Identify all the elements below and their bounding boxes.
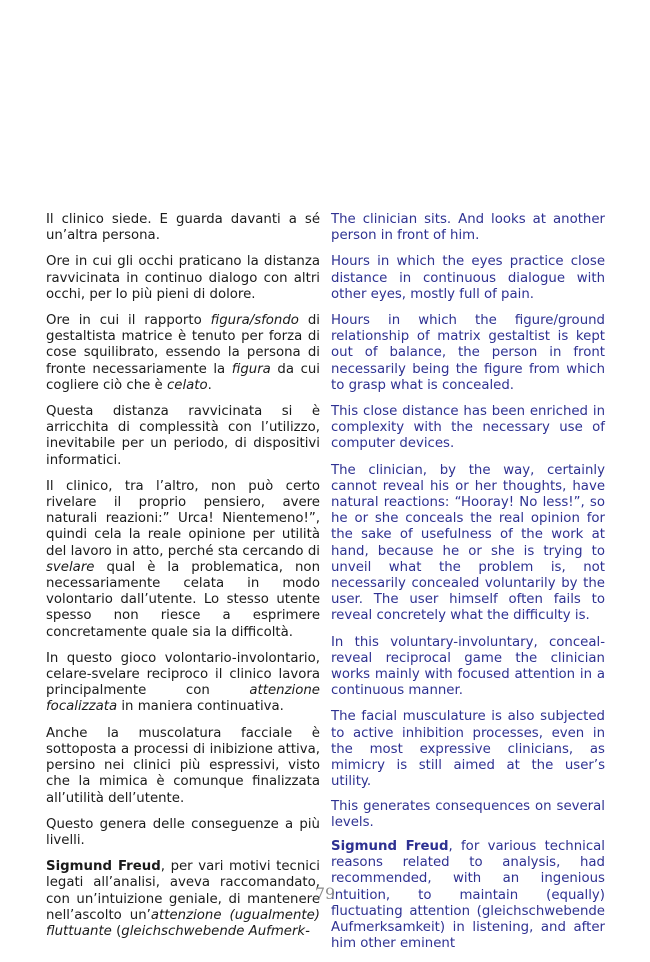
it-p9-text-d: ( (111, 923, 122, 939)
en-paragraph-5 (331, 463, 605, 625)
it-p6-text-c: in maniera continuativa. (117, 699, 284, 715)
it-p1-text: Il clinico siede. E guarda davanti a sé un’altra persona. (46, 212, 320, 244)
it-paragraph-4 (46, 404, 320, 469)
it-p3-text-c: di gestaltista matrice è tenuto per forza di cose squilibrato, essendo la persona di fronte necessariamente la (46, 313, 320, 377)
it-p9-italic-german: gleichschwebende Aufmerk- (121, 923, 310, 939)
it-p3-text-a: Ore in cui il rapporto (46, 313, 211, 329)
en-paragraph-2 (331, 254, 605, 303)
page-number: 79 (314, 884, 336, 903)
it-p3-italic-figura: figura (231, 361, 271, 377)
en-paragraph-4 (331, 404, 605, 453)
it-p2-text: Ore in cui gli occhi praticano la distanza ravvicinata in continuo dialogo con altri occhi, per lo più pieni di dolore. (46, 254, 320, 302)
en-p6-text: In this voluntary-involuntary, conceal-reveal reciprocal game the clinician works mainly with focused attention in a continuous manner. (331, 634, 605, 699)
it-p9-bold-freud: Sigmund Freud (46, 859, 161, 875)
it-p4-text: Questa distanza ravvicinata si è arricchita di complessità con l’utilizzo, inevitabile per un periodo, di dispositivi informatici. (46, 404, 320, 468)
it-p5-text-c: qual è la problematica, non necessariamente celata in modo volontario dall’utente. Lo stesso utente spesso non riesce a esprimere concretamente quale sia la difficoltà. (46, 559, 320, 640)
it-p3-italic-figura-sfondo: figura/sfondo (210, 313, 299, 329)
en-p7-text: The facial musculature is also subjected to active inhibition processes, even in the most expressive clinicians, as mimicry is still aimed at the user’s utility. (331, 709, 605, 790)
it-p7-text: Anche la muscolatura facciale è sottoposta a processi di inibizione attiva, persino nei clinici più espressivi, visto che la mimica è comunque finalizzata all’utilità dell’utente. (46, 725, 320, 806)
it-p5-italic-svelare: svelare (46, 559, 95, 575)
en-paragraph-7 (331, 709, 605, 790)
en-p3-text: Hours in which the figure/ground relationship of matrix gestaltist is kept out of balance, the person in front necessarily being the figure from which to grasp what is concealed. (331, 313, 605, 393)
it-paragraph-3 (46, 313, 320, 394)
it-p3-text-g: . (207, 377, 212, 393)
it-p9-text-b: , per vari motivi tecnici legati all’analisi, aveva raccomandato, con un’intuizione geniale, di mantenere nell’ascolto un’ (46, 859, 320, 923)
en-p2-text: Hours in which the eyes practice close distance in continuous dialogue with other eyes, mostly full of pain. (331, 254, 605, 302)
en-paragraph-1 (331, 212, 605, 244)
it-paragraph-5 (46, 479, 320, 641)
it-paragraph-2 (46, 254, 320, 303)
italian-column (46, 212, 320, 950)
en-p5-text: The clinician, by the way, certainly cannot reveal his or her thoughts, have natural reactions: “Hooray! No less!”, so he or she conceals the real opinion for the sake of usefulness of the work at hand, because he or she is trying to unveil what the problem is, not necessarily concealed voluntarily by the user. The user himself often fails to reveal concretely what the difficulty is. (331, 462, 605, 624)
it-paragraph-6 (46, 651, 320, 716)
it-p9-italic-attenzione: attenzione (ugualmente) fluttuante (46, 907, 320, 939)
en-paragraph-3 (331, 313, 605, 394)
it-p3-italic-celato: celato (166, 377, 208, 393)
en-paragraph-8 (331, 799, 605, 831)
it-p5-text-a: Il clinico, tra l’altro, non può certo rivelare il proprio pensiero, avere naturali reazioni:” Urca! Nientemeno!”, quindi cela la reale opinione per utilità del lavoro in atto, perché sta cercando di (46, 478, 320, 559)
it-p6-text-a: In questo gioco volontario-involontario, celare-svelare reciproco il clinico lavora principalmente con (46, 650, 320, 699)
en-p1-text: The clinician sits. And looks at another person in front of him. (331, 212, 605, 244)
en-p9-text-b: , for various technical reasons related to analysis, had recommended, with an ingenious intuition, to maintain (equally) fluctuating attention (gleichschwebende Aufmerksamkeit) in listening, and after him other eminent (331, 838, 605, 952)
en-p9-bold-freud: Sigmund Freud (331, 838, 449, 854)
english-column (331, 212, 605, 962)
it-paragraph-1 (46, 212, 320, 244)
it-p3-text-e: da cui cogliere ciò che è (46, 361, 320, 393)
it-paragraph-7 (46, 726, 320, 807)
en-p8-text: This generates consequences on several levels. (331, 798, 605, 830)
it-p8-text: Questo genera delle conseguenze a più livelli. (46, 816, 320, 848)
en-p4-text: This close distance has been enriched in complexity with the necessary use of computer devices. (331, 404, 605, 452)
en-paragraph-6 (331, 635, 605, 700)
it-paragraph-8 (46, 817, 320, 849)
it-p6-italic-attenzione: attenzione focalizzata (46, 683, 320, 715)
